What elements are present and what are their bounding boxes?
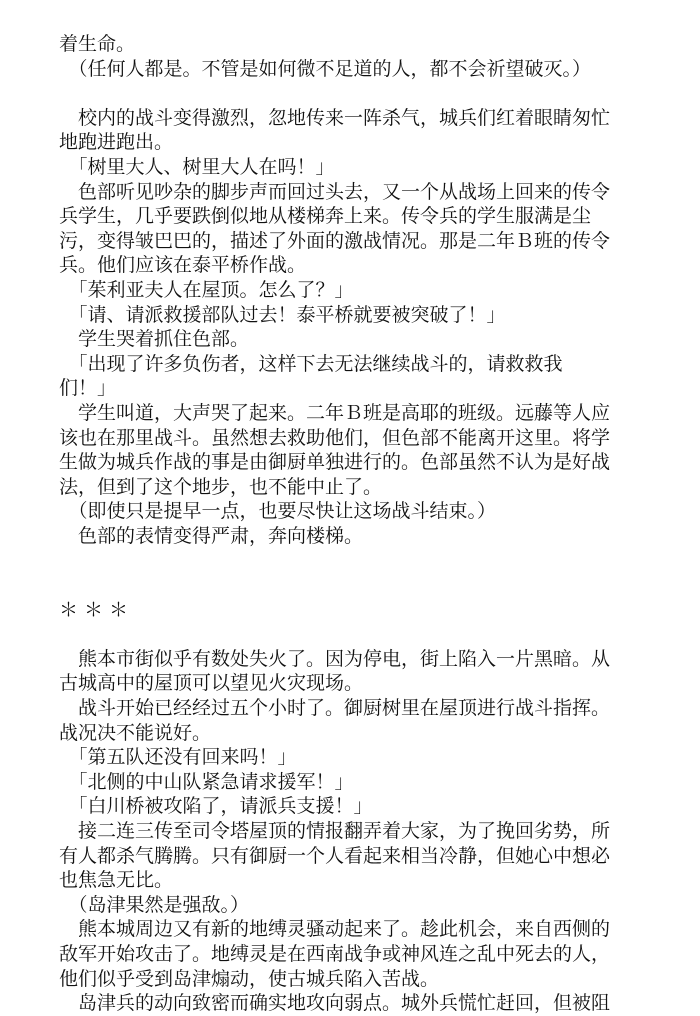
- text-line: 法，但到了这个地步，也不能中止了。: [59, 475, 383, 498]
- text-line: 污，变得皱巴巴的，描述了外面的激战情况。那是二年Ｂ班的传令: [59, 229, 611, 252]
- text-line: 校内的战斗变得激烈，忽地传来一阵杀气，城兵们红着眼睛匆忙: [59, 106, 611, 129]
- text-line: 接二连三传至司令塔屋顶的情报翻弄着大家，为了挽回劣势，所: [59, 820, 611, 842]
- text-line: 地跑进跑出。: [59, 131, 174, 154]
- text-line: 熊本城周边又有新的地缚灵骚动起来了。趁此机会，来自西侧的: [59, 918, 611, 941]
- dialogue-line: 「茱利亚夫人在屋顶。怎么了？」: [59, 278, 354, 301]
- text-line: 学生叫道，大声哭了起来。二年Ｂ班是高耶的班级。远藤等人应: [59, 401, 611, 424]
- dialogue-line: 「出现了许多负伤者，这样下去无法继续战斗的，请救救我: [59, 352, 563, 375]
- dialogue-line: 「第五队还没有回来吗！」: [59, 746, 297, 769]
- text-line: 该也在那里战斗。虽然想去救助他们，但色部不能离开这里。将学: [59, 426, 611, 449]
- blank-line: [59, 548, 659, 573]
- dialogue-line: 「白川桥被攻陷了，请派兵支援！」: [59, 795, 373, 818]
- dialogue-line: 「树里大人、树里大人在吗！」: [59, 155, 335, 178]
- text-line: 色部的表情变得严肃，奔向楼梯。: [59, 524, 364, 547]
- text-line: 战况决不能说好。: [59, 721, 212, 744]
- text-line: 熊本市街似乎有数处失火了。因为停电，街上陷入一片黑暗。从: [59, 647, 611, 670]
- novel-page: [59, 32, 659, 1016]
- text-line: 色部听见吵杂的脚步声而回过头去，又一个从战场上回来的传令: [59, 180, 611, 203]
- blank-line: [59, 622, 659, 647]
- blank-line: [59, 573, 659, 598]
- text-line: 学生哭着抓住色部。: [59, 328, 250, 351]
- text-line: 有人都杀气腾腾。只有御厨一个人看起来相当冷静，但她心中想必: [59, 844, 611, 867]
- text-line: 生做为城兵作战的事是由御厨单独进行的。色部虽然不认为是好战: [59, 451, 611, 474]
- text-line: 也焦急无比。: [59, 869, 174, 892]
- text-line: 敌军开始攻击了。地缚灵是在西南战争或神风连之乱中死去的人，: [59, 942, 611, 965]
- text-line: 岛津兵的动向致密而确实地攻向弱点。城外兵慌忙赶回，但被阻: [59, 992, 611, 1015]
- text-line: 着生命。: [59, 33, 136, 55]
- text-line: 兵学生，几乎要跌倒似地从楼梯奔上来。传令兵的学生服满是尘: [59, 205, 592, 228]
- dialogue-line: 「北侧的中山队紧急请求援军！」: [59, 770, 354, 793]
- text-line: （任何人都是。不管是如何微不足道的人，都不会祈望破灭。）: [59, 57, 592, 80]
- dialogue-line: 「请、请派救援部队过去！泰平桥就要被突破了！」: [59, 303, 506, 326]
- text-line: 战斗开始已经经过五个小时了。御厨树里在屋顶进行战斗指挥。: [59, 697, 611, 720]
- section-separator: ＊＊＊: [59, 598, 135, 621]
- text-line: 古城高中的屋顶可以望见火灾现场。: [59, 672, 364, 695]
- text-line: 他们似乎受到岛津煽动，使古城兵陷入苦战。: [59, 967, 440, 990]
- dialogue-line: 们！」: [59, 377, 117, 400]
- blank-line: [59, 81, 659, 106]
- thought-line: （即使只是提早一点，也要尽快让这场战斗结束。）: [59, 500, 497, 523]
- text-line: 兵。他们应该在泰平桥作战。: [59, 254, 307, 277]
- thought-line: （岛津果然是强敌。）: [59, 893, 250, 916]
